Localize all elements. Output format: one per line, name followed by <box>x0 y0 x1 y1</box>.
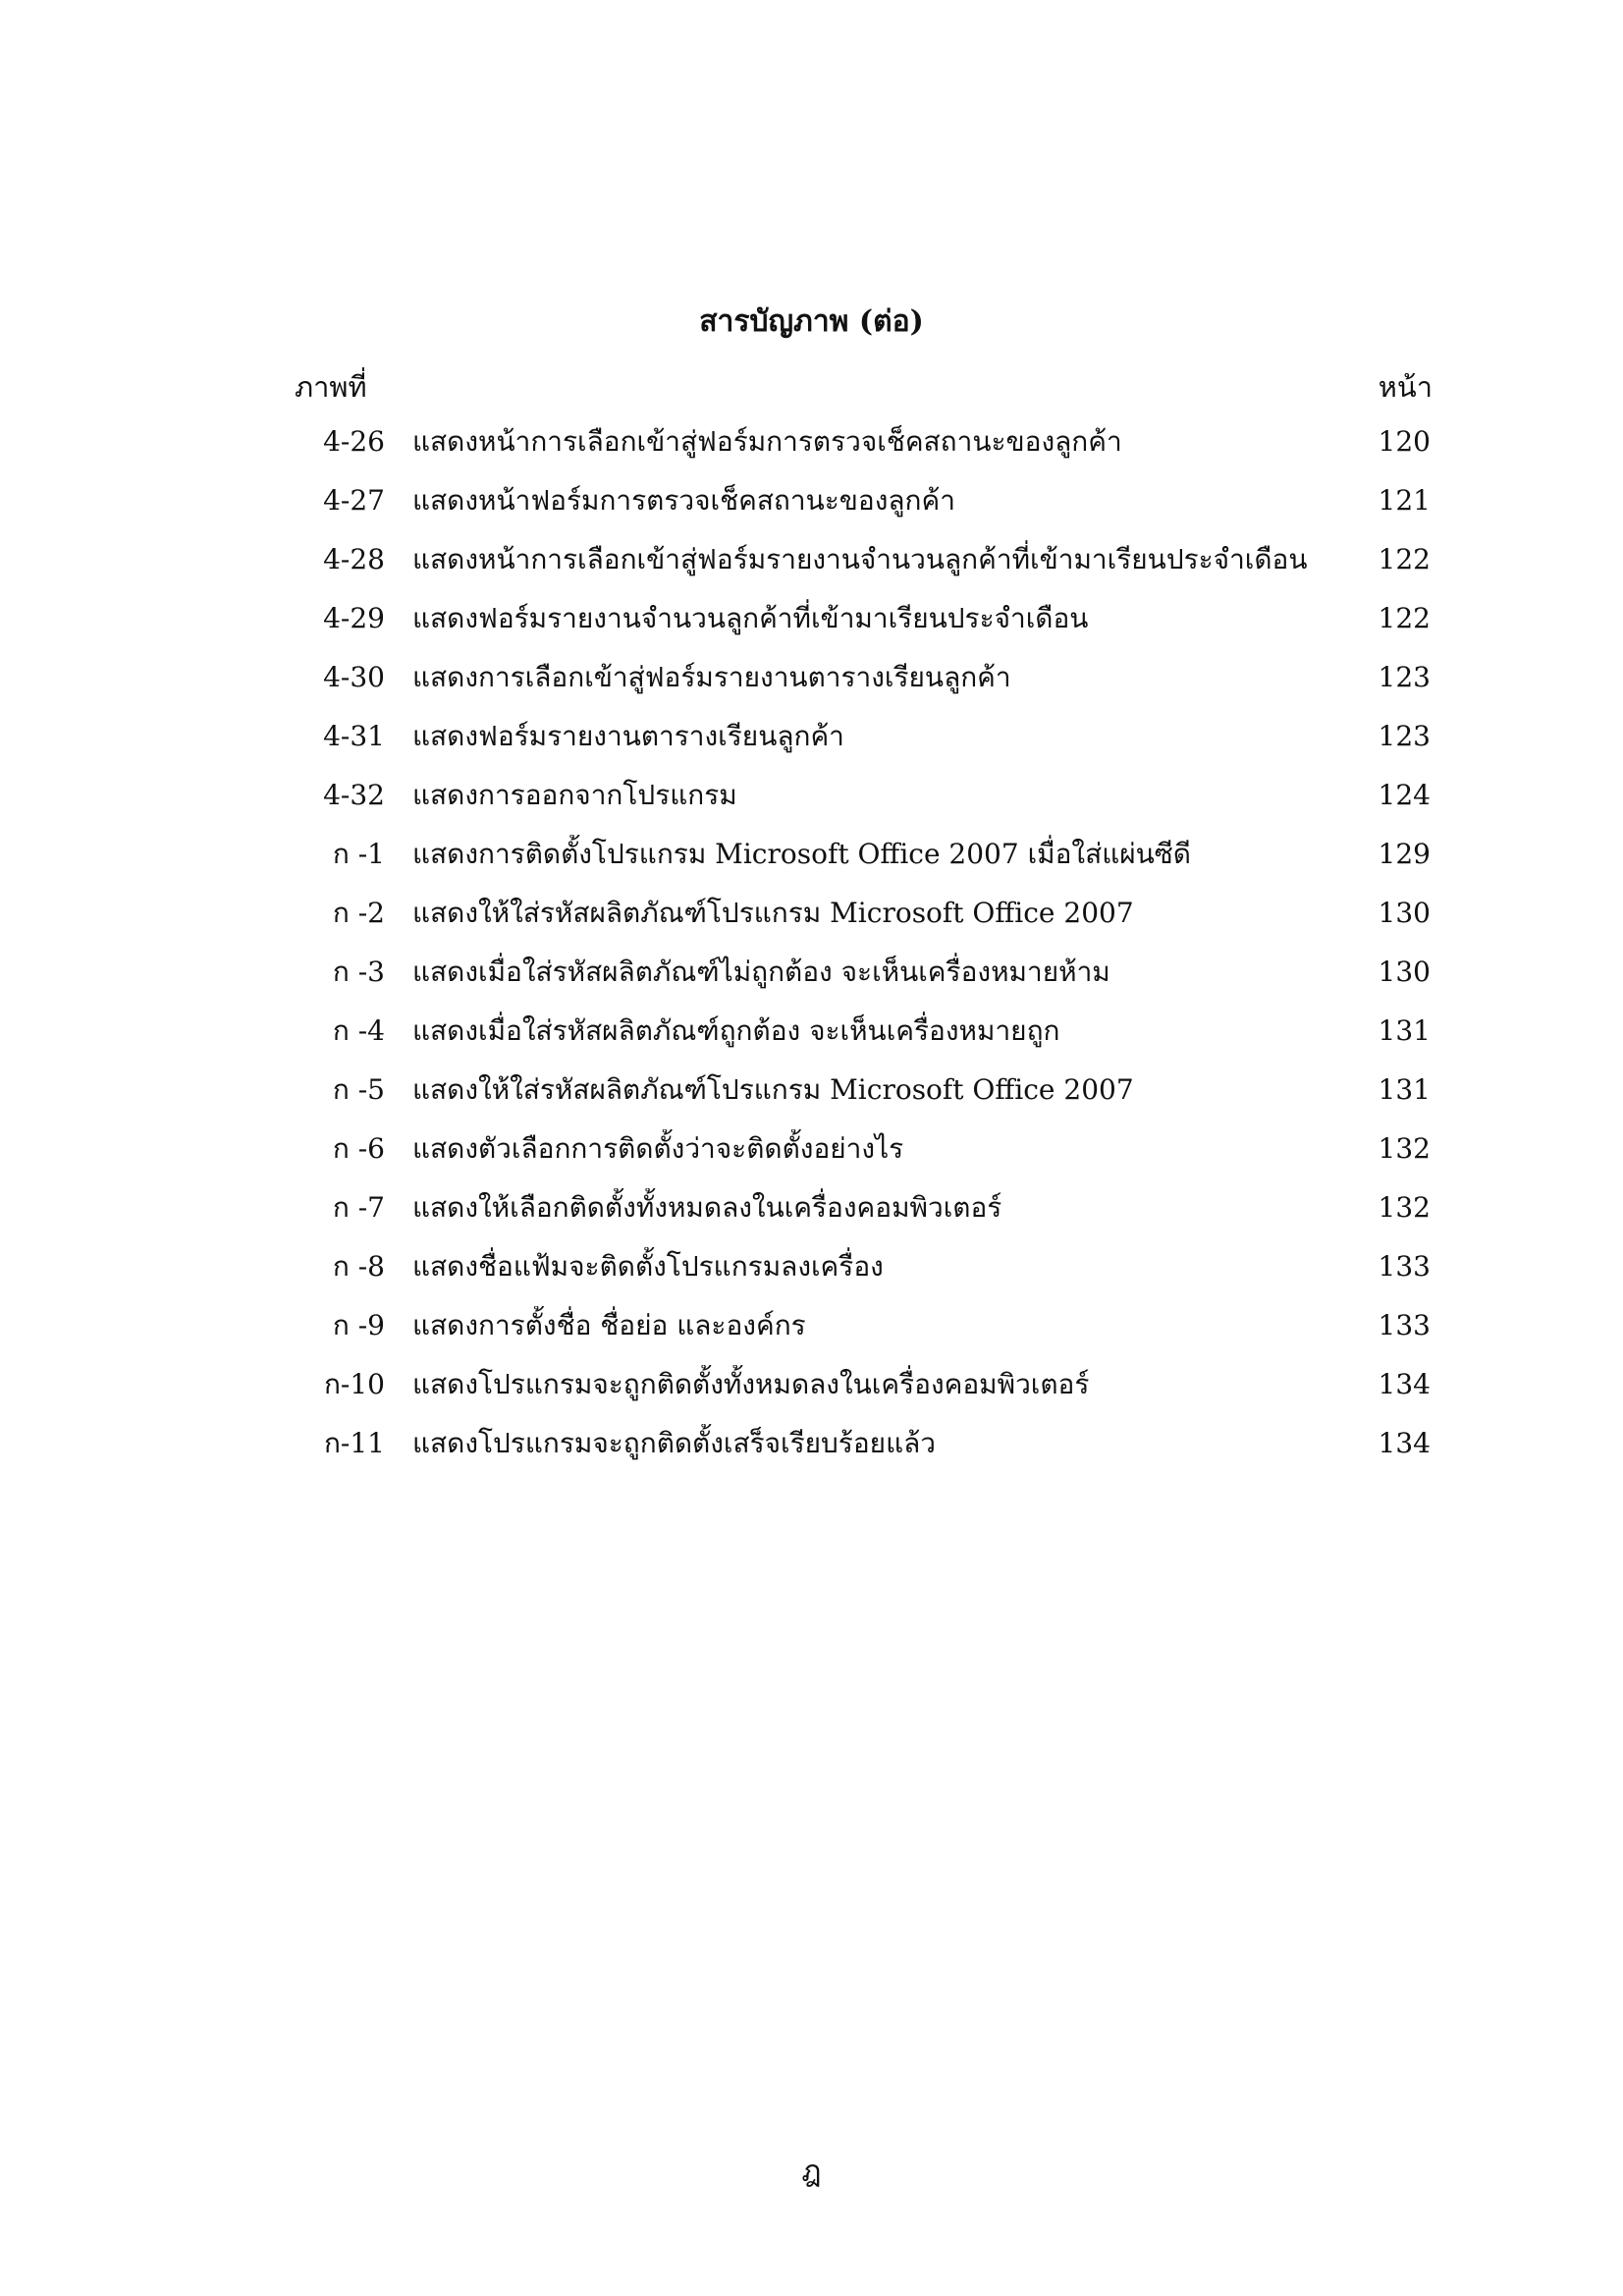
figure-number: ก -8 <box>332 1250 385 1283</box>
figure-page: 130 <box>1378 897 1431 929</box>
figure-page: 122 <box>1378 543 1431 575</box>
figure-caption: แสดงชื่อแฟ้มจะติดตั้งโปรแกรมลงเครื่อง <box>412 1250 884 1283</box>
figure-caption: แสดงหน้าการเลือกเข้าสู่ฟอร์มการตรวจเช็คสถานะของลูกค้า <box>412 425 1122 458</box>
figure-page: 120 <box>1378 425 1431 458</box>
page-number: ฎ <box>801 2155 822 2189</box>
figure-caption: แสดงเมื่อใส่รหัสผลิตภัณฑ์ไม่ถูกต้อง จะเห็นเครื่องหมายห้าม <box>412 956 1110 988</box>
list-item <box>0 658 1623 717</box>
figure-number: 4-32 <box>323 779 385 811</box>
page-title: สารบัญภาพ (ต่อ) <box>699 304 924 339</box>
figure-caption: แสดงการติดตั้งโปรแกรม Microsoft Office 2007 เมื่อใส่แผ่นซีดี <box>412 838 1191 870</box>
list-item <box>0 1188 1623 1247</box>
figure-caption: แสดงให้ใส่รหัสผลิตภัณฑ์โปรแกรม Microsoft Office 2007 <box>412 897 1134 929</box>
figure-number: 4-31 <box>323 720 385 752</box>
figure-caption: แสดงโปรแกรมจะถูกติดตั้งเสร็จเรียบร้อยแล้ว <box>412 1427 936 1459</box>
figure-page: 132 <box>1378 1191 1431 1224</box>
figure-caption: แสดงฟอร์มรายงานจำนวนลูกค้าที่เข้ามาเรียนประจำเดือน <box>412 602 1089 634</box>
figure-caption: แสดงให้เลือกติดตั้งทั้งหมดลงในเครื่องคอมพิวเตอร์ <box>412 1191 1002 1224</box>
page-column-header: หน้า <box>1378 370 1433 404</box>
list-item <box>0 481 1623 540</box>
figure-caption: แสดงการตั้งชื่อ ชื่อย่อ และองค์กร <box>412 1309 806 1341</box>
figure-list <box>0 422 1623 1483</box>
figure-caption: แสดงโปรแกรมจะถูกติดตั้งทั้งหมดลงในเครื่องคอมพิวเตอร์ <box>412 1368 1090 1400</box>
figure-page: 130 <box>1378 956 1431 988</box>
figure-page: 133 <box>1378 1250 1431 1283</box>
list-item <box>0 599 1623 658</box>
figure-number: ก -4 <box>332 1014 385 1047</box>
list-item <box>0 894 1623 953</box>
figure-number: 4-29 <box>323 602 385 634</box>
figure-number: ก -3 <box>332 956 385 988</box>
figure-number: ก -2 <box>332 897 385 929</box>
figure-page: 121 <box>1378 484 1431 517</box>
figure-number: ก-11 <box>323 1427 385 1459</box>
figure-page: 124 <box>1378 779 1431 811</box>
list-item <box>0 422 1623 481</box>
figure-page: 123 <box>1378 720 1431 752</box>
figure-number: ก -9 <box>332 1309 385 1341</box>
figure-number: ก-10 <box>323 1368 385 1400</box>
figure-caption: แสดงหน้าการเลือกเข้าสู่ฟอร์มรายงานจำนวนลูกค้าที่เข้ามาเรียนประจำเดือน <box>412 543 1308 575</box>
figure-caption: แสดงตัวเลือกการติดตั้งว่าจะติดตั้งอย่างไร <box>412 1132 904 1165</box>
list-item <box>0 1070 1623 1129</box>
list-item <box>0 1129 1623 1188</box>
figure-column-header: ภาพที่ <box>295 370 367 404</box>
figure-number: ก -7 <box>332 1191 385 1224</box>
list-item <box>0 717 1623 776</box>
list-item <box>0 1306 1623 1365</box>
figure-caption: แสดงให้ใส่รหัสผลิตภัณฑ์โปรแกรม Microsoft Office 2007 <box>412 1073 1134 1106</box>
figure-page: 122 <box>1378 602 1431 634</box>
figure-page: 129 <box>1378 838 1431 870</box>
list-item <box>0 1247 1623 1306</box>
list-item <box>0 835 1623 894</box>
figure-caption: แสดงการออกจากโปรแกรม <box>412 779 737 811</box>
list-item <box>0 953 1623 1011</box>
figure-page: 131 <box>1378 1073 1431 1106</box>
list-item <box>0 1365 1623 1424</box>
figure-number: 4-28 <box>323 543 385 575</box>
figure-page: 123 <box>1378 661 1431 693</box>
list-item <box>0 1011 1623 1070</box>
figure-number: ก -6 <box>332 1132 385 1165</box>
figure-number: ก -5 <box>332 1073 385 1106</box>
list-item <box>0 1424 1623 1483</box>
list-item <box>0 776 1623 835</box>
figure-number: ก -1 <box>332 838 385 870</box>
figure-caption: แสดงฟอร์มรายงานตารางเรียนลูกค้า <box>412 720 844 752</box>
figure-page: 133 <box>1378 1309 1431 1341</box>
figure-number: 4-26 <box>323 425 385 458</box>
figure-page: 134 <box>1378 1368 1431 1400</box>
figure-page: 132 <box>1378 1132 1431 1165</box>
figure-caption: แสดงการเลือกเข้าสู่ฟอร์มรายงานตารางเรียนลูกค้า <box>412 661 1011 693</box>
figure-caption: แสดงเมื่อใส่รหัสผลิตภัณฑ์ถูกต้อง จะเห็นเครื่องหมายถูก <box>412 1014 1060 1047</box>
figure-caption: แสดงหน้าฟอร์มการตรวจเช็คสถานะของลูกค้า <box>412 484 955 517</box>
figure-number: 4-30 <box>323 661 385 693</box>
figure-page: 134 <box>1378 1427 1431 1459</box>
figure-number: 4-27 <box>323 484 385 517</box>
list-item <box>0 540 1623 599</box>
figure-page: 131 <box>1378 1014 1431 1047</box>
